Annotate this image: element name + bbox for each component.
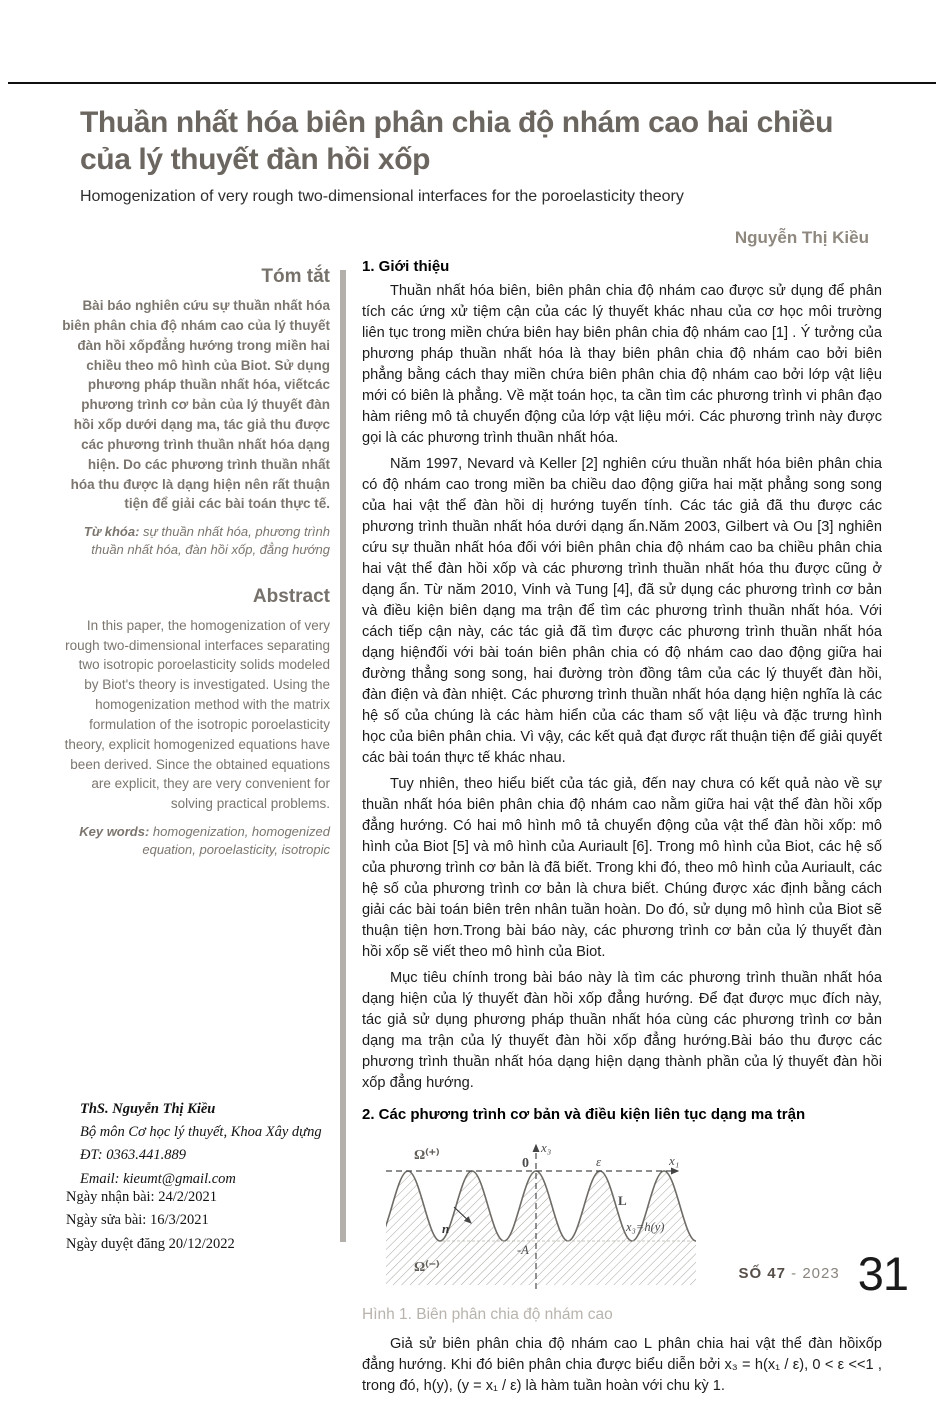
tomtat-heading: Tóm tắt [261, 266, 330, 287]
contact-phone: ĐT: 0363.441.889 [80, 1147, 186, 1164]
page-footer [738, 1246, 908, 1301]
dates-block [66, 1186, 235, 1256]
keywords [62, 823, 330, 859]
curve-equation-label: x₃=h(y) [626, 1220, 665, 1234]
contact-block [80, 1098, 322, 1191]
issue-year: - 2023 [791, 1265, 840, 1282]
abstract-sidebar [62, 266, 330, 859]
page-title [80, 104, 900, 178]
date-accepted: Ngày duyệt đăng 20/12/2022 [66, 1235, 235, 1252]
keywords-text: homogenization, homogenized equation, poroelasticity, isotropic [142, 824, 330, 858]
tukhoa-label: Từ khóa: [83, 524, 140, 540]
paragraph-4: Mục tiêu chính trong bài báo này là tìm các phương trình thuần nhất hóa dạng hiện của lý thuyết đàn hồi xốp đẳng hướng. Để đạt được mục đích này, tác giả sử dụng phương pháp thuần nhất hóa cùng các phương trình cơ bản dạng ma trận của lý thuyết đàn hồi xốp đẳng hướng.Bài báo thu được các phương trình thuần nhất hóa dạng hiện dạng thành phần của lý thuyết đàn hồi xốp đẳng hướng. [362, 970, 882, 1091]
page-number: 31 [857, 1247, 908, 1300]
keywords-label: Key words: [79, 824, 150, 840]
paragraph-3: Tuy nhiên, theo hiểu biết của tác giả, đến nay chưa có kết quả nào về sự thuần nhất hóa biên phân chia độ nhám cao nằm giữa hai vật thể đàn hồi xốp đẳng hướng. Có hai mô hình mô tả chuyển động của vật thể đàn hồi xốp: mô hình của Biot [5] và mô hình của Auriault [6]. Trong mô hình của Biot, các hệ số của phương trình cơ bản là đã biết. Trong khi đó, theo mô hình của Auriault, các hệ số của phương trình cơ bản là chưa biết. Chúng được xác định bằng cách giải các bài toán biên trên nhân tuần hoàn. Do đó, sử dụng mô hình của Biot sẽ thuận tiện hơn.Trong bài báo này, các phương trình cơ bản của lý thuyết đàn hồi xốp sẽ viết theo mô hình của Biot. [362, 776, 882, 960]
column-divider [340, 270, 346, 1242]
page-header [80, 104, 900, 206]
figure-caption: Hình 1. Biên phân chia độ nhám cao [362, 1306, 613, 1323]
main-column [362, 258, 882, 1402]
contact-name: ThS. Nguyễn Thị Kiều [80, 1101, 216, 1117]
epsilon-label: ε [596, 1154, 602, 1169]
tomtat-body: Bài báo nghiên cứu sự thuần nhất hóa biên phân chia độ nhám cao của lý thuyết đàn hồi xốpđẳng hướng trong miền hai chiều theo mô hình của Biot. Sử dụng phương pháp thuần nhất hóa, viếtcác phương trình cơ bản của lý thuyết đàn hồi xốp dưới dạng ma, tác giả thu được các phương trình thuần nhất hóa dạng hiện. Do các phương trình thuần nhất hóa thu được là dạng hiện nên rất thuận tiện để giải các bài toán thực tế. [62, 298, 330, 512]
page-title-line1: Thuần nhất hóa biên phân chia độ nhám cao hai chiều [80, 106, 834, 139]
normal-label: n [442, 1221, 450, 1236]
tukhoa-text: sự thuần nhất hóa, phương trình thuần nhất hóa, đàn hồi xốp, đẳng hướng [91, 524, 330, 558]
contact-email: Email: kieumt@gmail.com [80, 1170, 236, 1187]
section-2-heading: 2. Các phương trình cơ bản và điều kiện liên tục dạng ma trận [362, 1106, 806, 1123]
issue-number: SỐ 47 [738, 1265, 786, 1282]
header-rule [8, 82, 936, 84]
paragraph-1: Thuần nhất hóa biên, biên phân chia độ nhám cao được sử dụng để phân tích các ứng xử tiệm cận của các lý thuyết khác nhau của cơ học môi trường liên tục trong miền chứa biên hay biên phân chia độ nhám cao [1] . Ý tưởng của phương pháp thuần nhất hóa là thay biên phân chia độ nhám cao bởi biên phẳng bằng cách thay miền chứa biên phân chia độ nhám cao bởi lớp vật liệu mới có biên là phẳng. Về mặt toán học, ta cần tìm các phương trình vi phân đạo hàm riêng mô tả chuyển động của lớp vật liệu mới. Các phương trình này được gọi là các phương trình thuần nhất hóa. [362, 283, 882, 446]
page-title-line2: của lý thuyết đàn hồi xốp [80, 143, 431, 176]
issue-label [738, 1265, 839, 1282]
abstract-heading: Abstract [252, 585, 330, 607]
origin-label: 0 [522, 1156, 529, 1171]
tukhoa [62, 523, 330, 559]
abstract-body: In this paper, the homogenization of very rough two-dimensional interfaces separating two isotropic poroelasticity solids modeled by Biot's theory is investigated. Using the homogenization method with the matrix formulation of the isotropic poroelasticity theory, explicit homogenized equations have been derived. Since the obtained equations are explicit, they are very convenient for solving practical problems. [64, 617, 330, 812]
x1-axis-label: x₁ [669, 1153, 680, 1168]
date-revised: Ngày sửa bài: 16/3/2021 [66, 1212, 209, 1229]
minus-a-label: -A [517, 1243, 529, 1257]
omega-minus-label: Ω⁽⁻⁾ [414, 1260, 440, 1275]
x3-axis-label: x₃ [541, 1140, 552, 1155]
page-subtitle: Homogenization of very rough two-dimensional interfaces for the poroelasticity theory [80, 188, 684, 205]
omega-plus-label: Ω⁽⁺⁾ [414, 1148, 440, 1163]
paragraph-2: Năm 1997, Nevard và Keller [2] nghiên cứu thuần nhất hóa biên phân chia có độ nhám cao trong miền ba chiều dao động giữa hai mặt phẳng song song của hai vật thể đàn hồi dị hướng tuyến tính. Các tác giả đã thu được các phương trình thuần nhất hóa dưới dạng ẩn.Năm 2003, Gilbert và Ou [3] nghiên cứu sự thuần nhất hóa đối với biên phân chia độ nhám cao ba chiều phân chia hai vật thể đàn hồi xốp và các phương trình thuần nhất hóa thu được cũng ở dạng ẩn. Từ năm 2010, Vinh và Tung [4], đã sử dụng các phương trình cơ bản và điều kiện biên dạng ma trận để tìm các phương trình thuần nhất hóa. Với cách tiếp cận này, các tác giả đã tìm được các phương trình thuần nhất hóa dạng hiệnđối với bài toán biên phân chia có độ nhám cao dao động giữa hai đường thẳng song song, hai đường tròn đồng tâm của các lý thuyết đàn hồi, đàn điện và đàn nhiệt. Các phương trình thuần nhất hóa dạng hiện nghĩa là các hệ số của chúng là các hàm hiển của các tham số vật liệu và đặc trưng hình học của biên phân chia. Vì vậy, các kết quả đạt được rất thuận tiện để giải quyết các bài toán thực tế khác nhau. [362, 456, 882, 766]
paragraph-after-figure: Giả sử biên phân chia độ nhám cao L phân chia hai vật thể đàn hồixốp đẳng hướng. Khi đó biên phân chia được biểu diễn bởi x₃ = h(x₁ / ε), 0 < ε <<1 , trong đó, h(y), (y = x₁ / ε) là hàm tuần hoàn với chu kỳ 1. [362, 1336, 882, 1394]
author-name: Nguyễn Thị Kiều [734, 228, 869, 247]
date-received: Ngày nhận bài: 24/2/2021 [66, 1189, 218, 1205]
interface-label: L [618, 1193, 627, 1208]
contact-department: Bộ môn Cơ học lý thuyết, Khoa Xây dựng [80, 1124, 322, 1141]
rough-interface-diagram [386, 1139, 706, 1291]
section-1-heading: 1. Giới thiệu [362, 258, 450, 275]
figure-1 [386, 1139, 706, 1296]
